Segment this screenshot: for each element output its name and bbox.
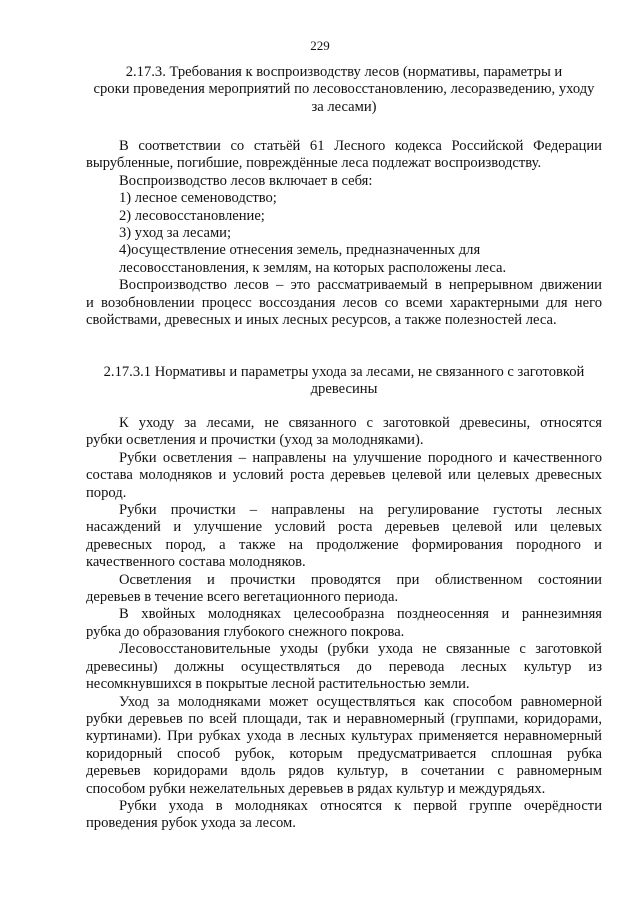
paragraph-line: Воспроизводство лесов включает в себя:: [119, 172, 373, 189]
heading-line: сроки проведения мероприятий по лесовосстановлению, лесоразведению, уходу: [93, 81, 595, 98]
paragraph-line: рубка до образования глубокого снежного покрова.: [86, 623, 405, 640]
heading-line: 2.17.3. Требования к воспроизводству лесов (нормативы, параметры и: [125, 64, 563, 80]
section-body-care: [86, 415, 602, 833]
paragraph-line: Рубки осветления – направлены на улучшение породного и качественного: [119, 449, 602, 466]
list-item: 2) лесовосстановление;: [119, 207, 265, 224]
list-item: лесовосстановления, к землям, на которых расположены леса.: [119, 259, 507, 276]
paragraph-line: свойствами, древесных и иных лесных ресурсов, а также полезностей леса.: [86, 312, 557, 329]
paragraph-line: и возобновлении процесс воссоздания лесов со всеми характерными для него: [86, 294, 602, 311]
paragraph-line: качественного состава молодняков.: [86, 554, 306, 571]
paragraph-line: куртинами). При рубках ухода в лесных культурах применяется неравномерный: [86, 728, 602, 745]
list-item: 3) уход за лесами;: [119, 225, 232, 242]
section-heading-2-17-3: [86, 64, 602, 116]
paragraph-line: пород.: [86, 484, 127, 501]
list-item: 1) лесное семеноводство;: [119, 190, 277, 207]
paragraph-line: коридорный способ рубок, которым предусматривается сплошная рубка: [86, 745, 602, 762]
paragraph-line: В соответствии со статьёй 61 Лесного кодекса Российской Федерации: [119, 138, 602, 154]
paragraph-line: насаждений и улучшение условий роста деревьев целевой или целевых: [86, 519, 602, 536]
paragraph-line: Рубки ухода в молодняках относятся к первой группе очерёдности: [119, 797, 602, 814]
paragraph-line: Воспроизводство лесов – это рассматриваемый в непрерывном движении: [119, 277, 602, 294]
paragraph-line: состава молодняков и условий роста деревьев целевой или целевых древесных: [86, 467, 602, 484]
page-number: 229: [310, 38, 330, 53]
paragraph-line: рубки деревьев по всей площади, так и неравномерный (группами, коридорами,: [86, 710, 602, 727]
heading-line: за лесами): [311, 98, 377, 115]
paragraph-line: рубки осветления и прочистки (уход за молодняками).: [86, 432, 424, 449]
paragraph-line: деревьев в течение всего вегетационного периода.: [86, 589, 399, 606]
paragraph-line: К уходу за лесами, не связанного с заготовкой древесины, относятся: [119, 415, 602, 431]
paragraph-line: деревьев коридорами вдоль рядов культур, в сочетании с равномерным: [86, 763, 602, 780]
paragraph-line: Уход за молодняками может осуществляться как способом равномерной: [119, 693, 602, 710]
paragraph-line: В хвойных молодняках целесообразна позднеосенняя и раннезимняя: [119, 606, 602, 623]
section-heading-2-17-3-1: [86, 364, 602, 399]
paragraph-line: несомкнувшихся в покрытые лесной растительностью земли.: [86, 676, 470, 693]
heading-line: древесины: [310, 381, 378, 398]
paragraph-line: способом рубки нежелательных деревьев в рядах культур и междурядьях.: [86, 780, 546, 797]
paragraph-line: Рубки прочистки – направлены на регулирование густоты лесных: [119, 502, 602, 519]
section-body-reproduction: [86, 138, 602, 329]
paragraph-line: древесины) должны осуществляться до перевода лесных культур из: [86, 658, 602, 675]
heading-line: 2.17.3.1 Нормативы и параметры ухода за лесами, не связанного с заготовкой: [103, 364, 585, 380]
paragraph-line: Лесовосстановительные уходы (рубки ухода не связанные с заготовкой: [119, 641, 602, 658]
paragraph-line: Осветления и прочистки проводятся при облиственном состоянии: [119, 571, 602, 588]
paragraph-line: древесных пород, а также на продолжение формирования породного и: [86, 536, 602, 553]
list-item: 4)осуществление отнесения земель, предназначенных для: [119, 242, 481, 259]
paragraph-line: проведения рубок ухода за лесом.: [86, 815, 296, 832]
paragraph-line: вырубленные, погибшие, повреждённые леса подлежат воспроизводству.: [86, 155, 542, 172]
